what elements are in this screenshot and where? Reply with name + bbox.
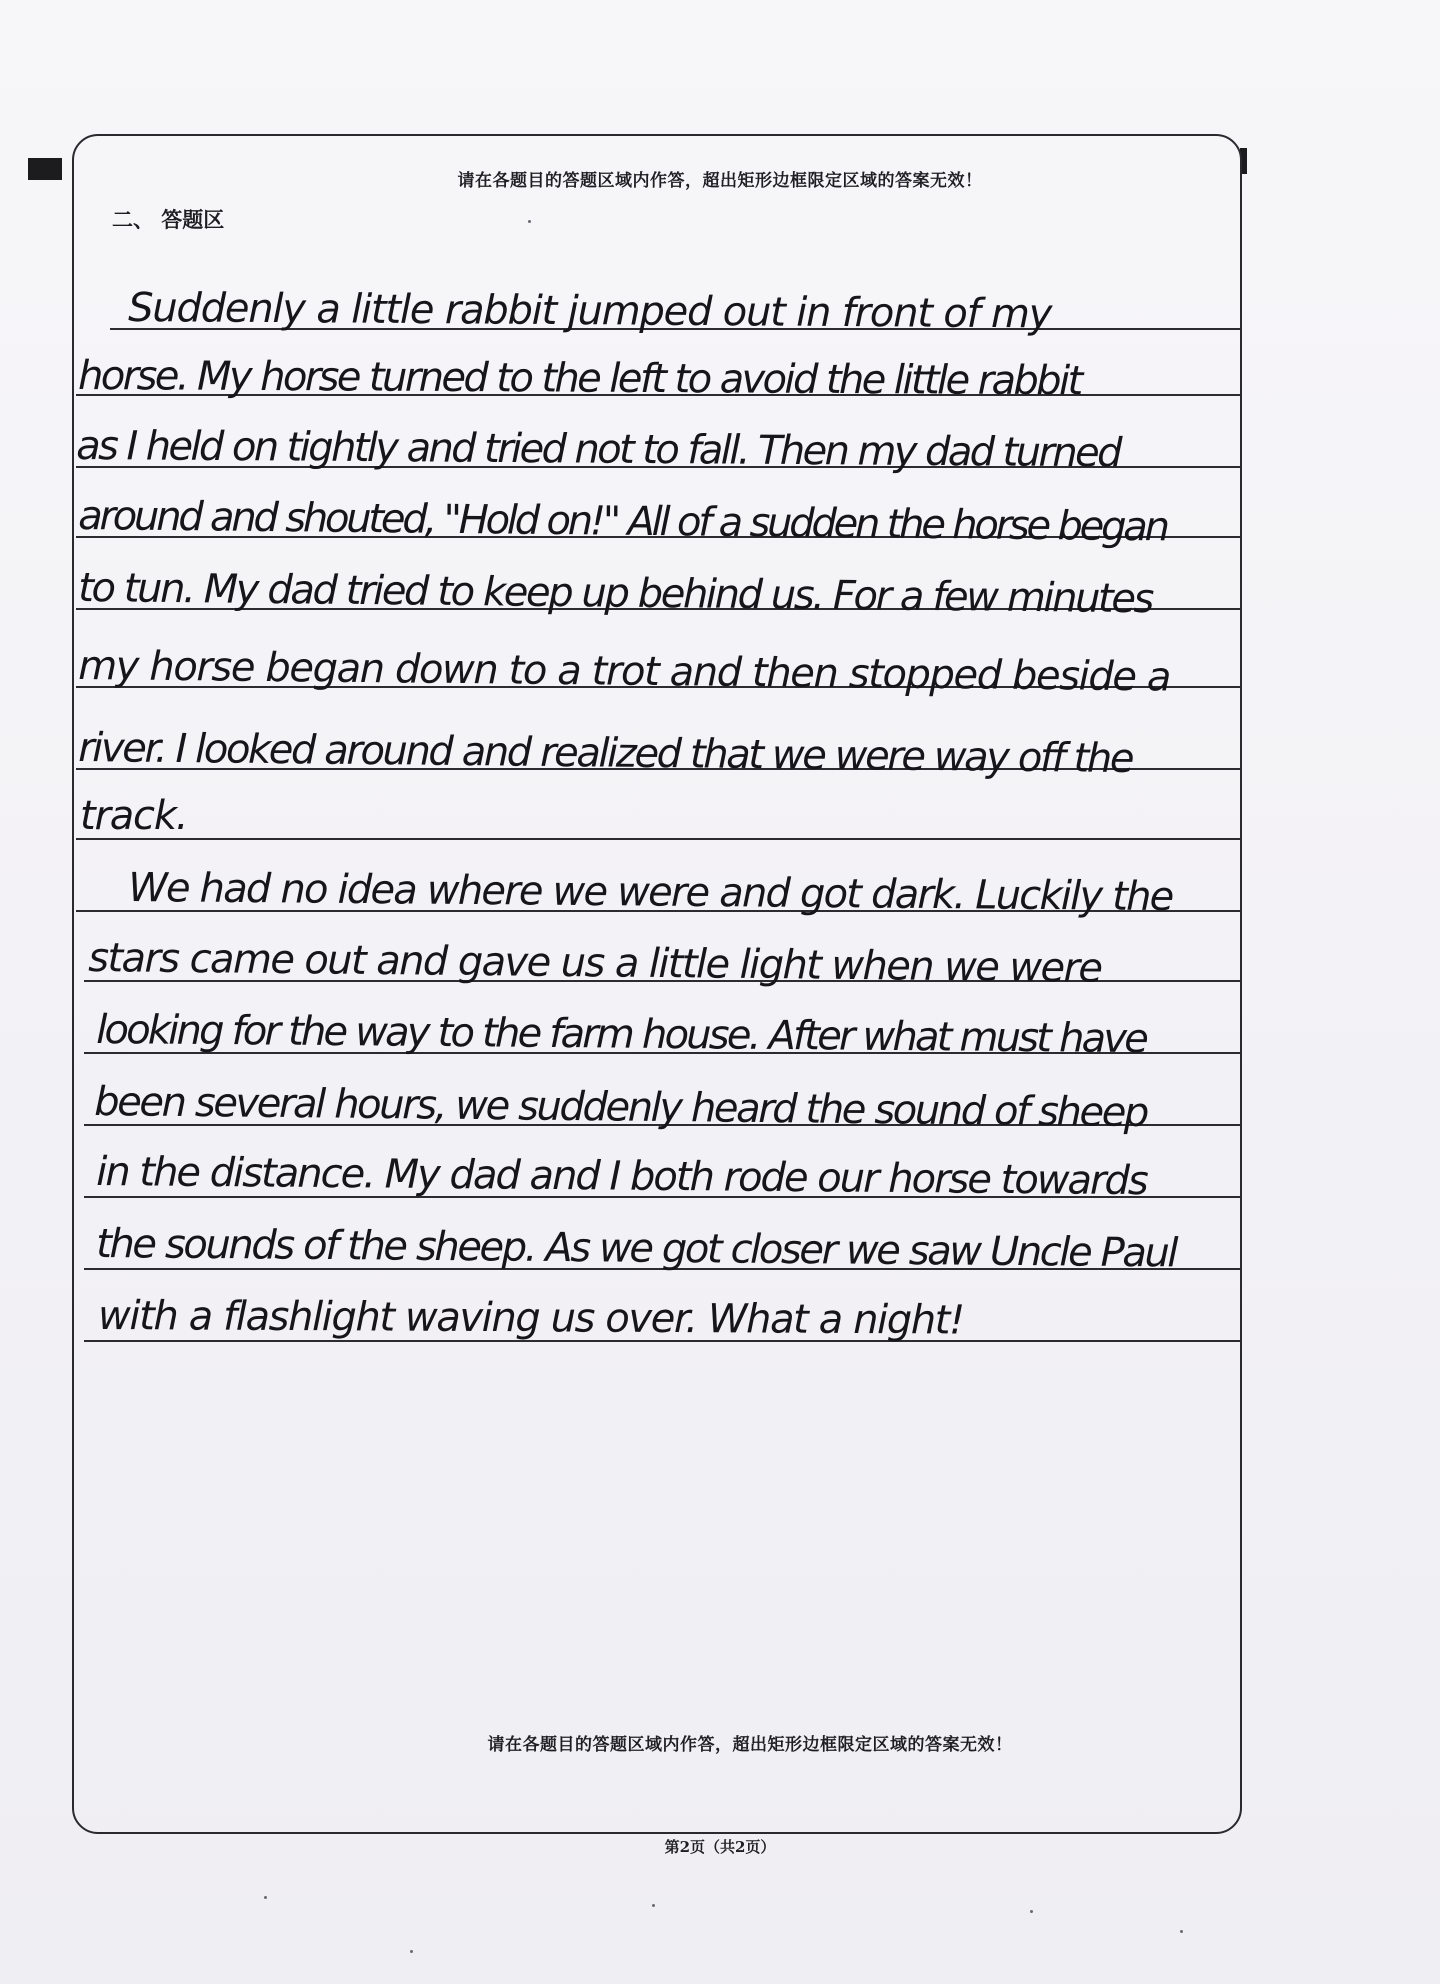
essay-line: my horse began down to a trot and then stopped beside a [77, 643, 1171, 701]
essay-line: the sounds of the sheep. As we got closer we saw Uncle Paul [95, 1221, 1177, 1277]
essay-line: We had no idea where we were and got dark. Luckily the [127, 865, 1173, 921]
essay-line: as I held on tightly and tried not to fall. Then my dad turned [75, 423, 1121, 477]
page-number: 第2页（共2页） [664, 1838, 776, 1856]
scan-speck [1030, 1910, 1033, 1913]
essay-line: in the distance. My dad and I both rode our horse towards [95, 1149, 1147, 1205]
scan-speck [264, 1896, 267, 1899]
essay-line: been several hours, we suddenly heard the sound of sheep [93, 1079, 1148, 1137]
essay-line: with a flashlight waving us over. What a night! [97, 1293, 964, 1344]
section-heading: 二、 答题区 [112, 207, 225, 232]
essay-line: river. I looked around and realized that we were way off the [77, 725, 1133, 783]
top-notice: 请在各题目的答题区域内作答，超出矩形边框限定区域的答案无效！ [457, 171, 983, 191]
scan-speck [652, 1904, 655, 1907]
essay-line: Suddenly a little rabbit jumped out in front of my [127, 285, 1052, 338]
essay-line: stars came out and gave us a little light when we were [87, 935, 1102, 992]
bottom-notice: 请在各题目的答题区域内作答，超出矩形边框限定区域的答案无效！ [487, 1735, 1013, 1755]
essay-line: track. [80, 793, 188, 839]
essay-line: around and shouted, "Hold on!" All of a sudden the horse began [77, 493, 1167, 551]
ruled-line [76, 838, 1240, 840]
scan-speck [410, 1950, 413, 1953]
essay-line: to tun. My dad tried to keep up behind us. For a few minutes [77, 565, 1153, 623]
essay-line: horse. My horse turned to the left to avoid the little rabbit [77, 353, 1081, 405]
scan-speck [528, 220, 531, 223]
scan-speck [1180, 1930, 1183, 1933]
essay-line: looking for the way to the farm house. After what must have [95, 1007, 1147, 1063]
